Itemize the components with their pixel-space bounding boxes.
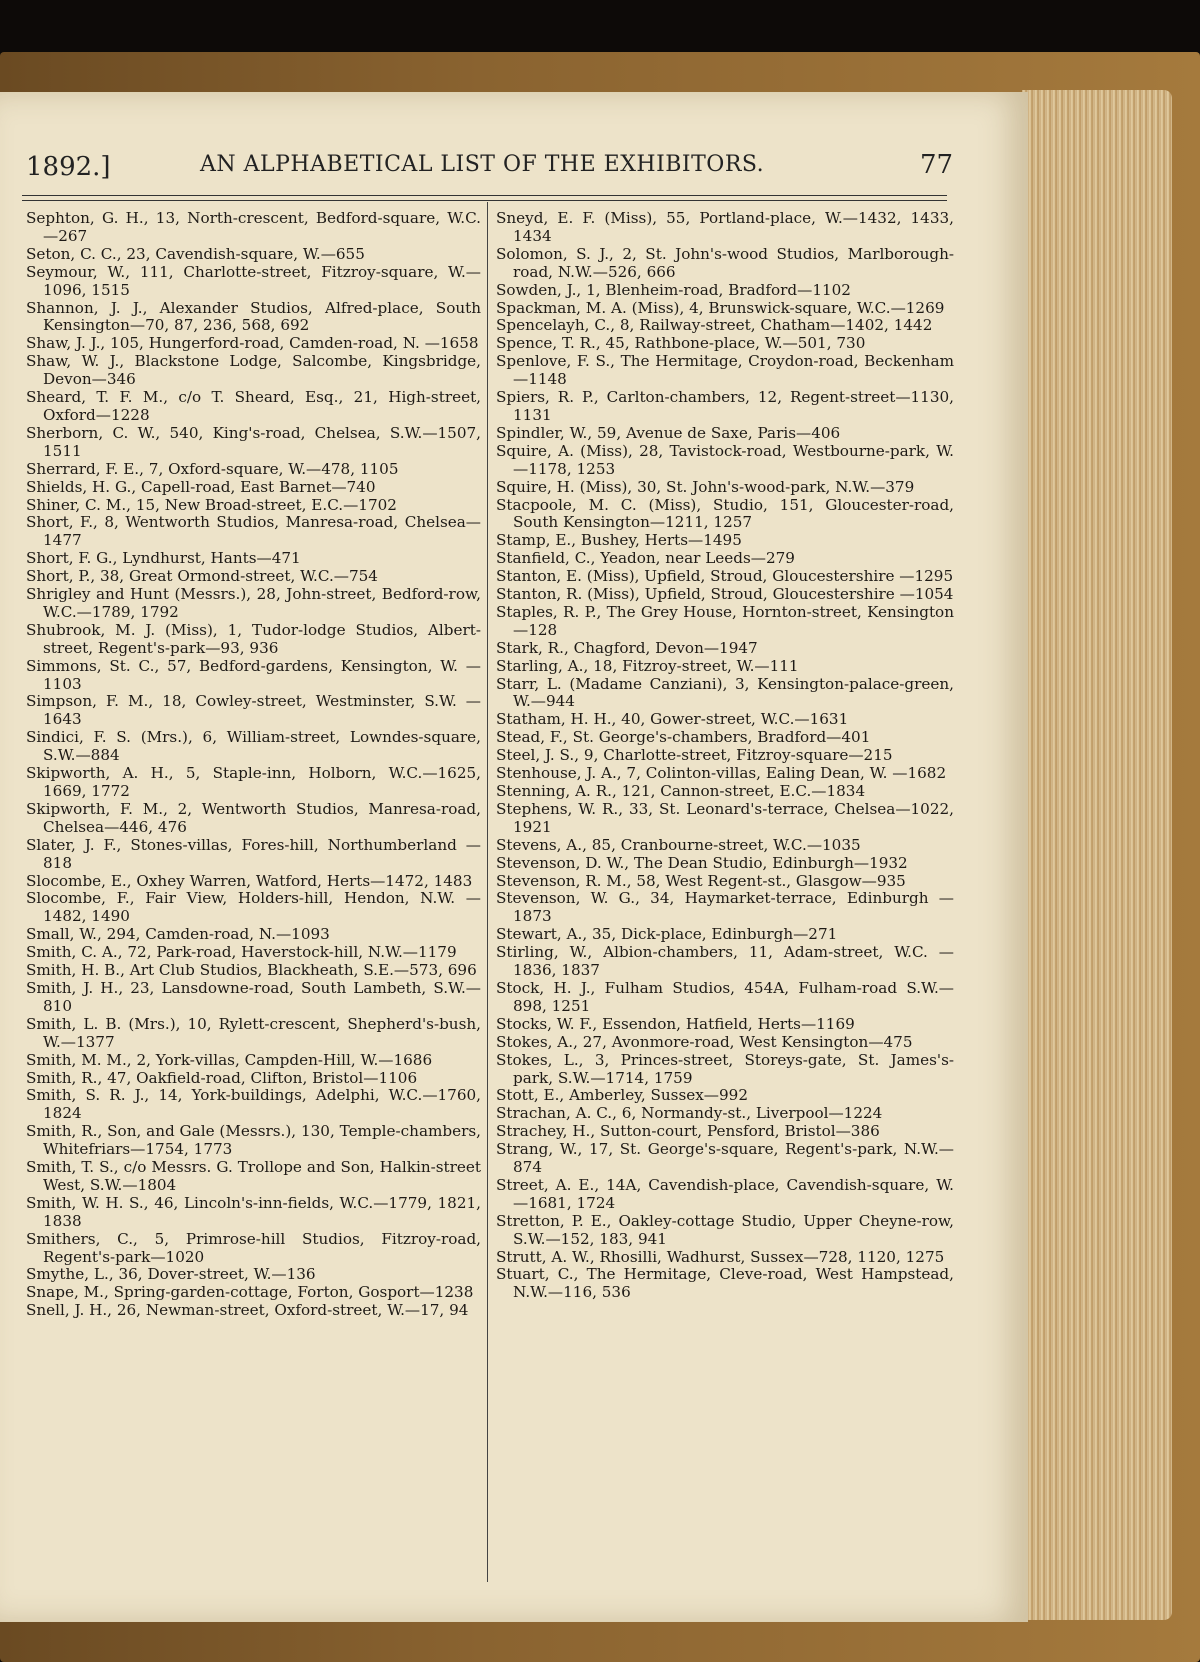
exhibitor-entry: Stott, E., Amberley, Sussex—992 (496, 1086, 748, 1105)
exhibitor-entry: Strachey, H., Sutton-court, Pensford, Bristol—386 (496, 1122, 880, 1141)
exhibitor-entry: Smith, J. H., 23, Lansdowne-road, South Lambeth, S.W.—810 (26, 978, 481, 1015)
exhibitor-entry: Stacpoole, M. C. (Miss), Studio, 151, Gloucester-road, South Kensington—1211, 1257 (496, 495, 954, 532)
exhibitor-entry: Smythe, L., 36, Dover-street, W.—136 (26, 1265, 316, 1284)
exhibitor-entry: Slater, J. F., Stones-villas, Fores-hill, Northumberland —818 (26, 835, 481, 872)
book-page (0, 92, 1028, 1622)
exhibitor-entry: Simpson, F. M., 18, Cowley-street, Westminster, S.W. —1643 (26, 692, 481, 729)
exhibitor-entry: Shields, H. G., Capell-road, East Barnet—740 (26, 477, 376, 496)
header-title: AN ALPHABETICAL LIST OF THE EXHIBITORS. (200, 152, 765, 177)
header-rule (22, 200, 947, 201)
exhibitor-entry: Squire, A. (Miss), 28, Tavistock-road, Westbourne-park, W.—1178, 1253 (496, 441, 954, 478)
exhibitor-entry: Statham, H. H., 40, Gower-street, W.C.—1631 (496, 710, 849, 729)
exhibitor-entry: Stenning, A. R., 121, Cannon-street, E.C.—1834 (496, 782, 866, 800)
column-divider (487, 202, 488, 1582)
exhibitor-entry: Short, F. G., Lyndhurst, Hants—471 (26, 549, 301, 568)
exhibitor-entry: Stanfield, C., Yeadon, near Leeds—279 (496, 549, 795, 568)
exhibitor-entry: Skipworth, A. H., 5, Staple-inn, Holborn, W.C.—1625, 1669, 1772 (26, 764, 481, 800)
exhibitor-entry: Smith, T. S., c/o Messrs. G. Trollope and Son, Halkin-street West, S.W.—1804 (26, 1158, 481, 1194)
exhibitor-entry: Sowden, J., 1, Blenheim-road, Bradford—1102 (496, 280, 851, 299)
exhibitor-entry: Shiner, C. M., 15, New Broad-street, E.C.—1702 (26, 495, 397, 514)
exhibitor-entry: Shrigley and Hunt (Messrs.), 28, John-street, Bedford-row, W.C.—1789, 1792 (26, 585, 481, 621)
header-year: 1892.] (26, 152, 111, 182)
exhibitor-entry: Smith, M. M., 2, York-villas, Campden-Hill, W.—1686 (26, 1050, 433, 1069)
exhibitor-entry: Skipworth, F. M., 2, Wentworth Studios, Manresa-road, Chelsea—446, 476 (26, 799, 481, 836)
exhibitor-entry: Snell, J. H., 26, Newman-street, Oxford-street, W.—17, 94 (26, 1301, 469, 1320)
page-edges (1022, 90, 1172, 1620)
exhibitor-entry: Smith, W. H. S., 46, Lincoln's-inn-fields, W.C.—1779, 1821, 1838 (26, 1193, 481, 1230)
exhibitor-entry: Spencelayh, C., 8, Railway-street, Chatham—1402, 1442 (496, 316, 933, 335)
exhibitor-entry: Slocombe, E., Oxhey Warren, Watford, Herts—1472, 1483 (26, 871, 473, 890)
exhibitor-entry: Stokes, A., 27, Avonmore-road, West Kensington—475 (496, 1032, 913, 1051)
exhibitor-entry: Stanton, E. (Miss), Upfield, Stroud, Gloucestershire —1295 (496, 567, 954, 586)
exhibitor-entry: Smith, C. A., 72, Park-road, Haverstock-hill, N.W.—1179 (26, 943, 457, 962)
exhibitor-entry: Stokes, L., 3, Princes-street, Storeys-gate, St. James's-park, S.W.—1714, 1759 (496, 1050, 954, 1087)
exhibitor-entry: Sneyd, E. F. (Miss), 55, Portland-place, W.—1432, 1433, 1434 (496, 209, 954, 245)
exhibitor-entry: Starr, L. (Madame Canziani), 3, Kensington-palace-green, W.—944 (496, 674, 954, 711)
exhibitor-entry: Strutt, A. W., Rhosilli, Wadhurst, Sussex—728, 1120, 1275 (496, 1247, 945, 1266)
exhibitor-entry: Smith, S. R. J., 14, York-buildings, Adelphi, W.C.—1760, 1824 (26, 1086, 481, 1123)
exhibitor-entry: Shannon, J. J., Alexander Studios, Alfred-place, South Kensington—70, 87, 236, 568, 692 (26, 298, 481, 335)
exhibitor-entry: Small, W., 294, Camden-road, N.—1093 (26, 925, 330, 944)
exhibitor-entry: Sindici, F. S. (Mrs.), 6, William-street, Lowndes-square, S.W.—884 (26, 728, 481, 765)
right-column (496, 210, 954, 1302)
exhibitor-entry: Stevenson, W. G., 34, Haymarket-terrace, Edinburgh —1873 (496, 889, 954, 926)
exhibitor-entry: Stevenson, D. W., The Dean Studio, Edinburgh—1932 (496, 853, 908, 872)
exhibitor-entry: Sephton, G. H., 13, North-crescent, Bedford-square, W.C.—267 (26, 209, 481, 245)
exhibitor-entry: Steel, J. S., 9, Charlotte-street, Fitzroy-square—215 (496, 746, 893, 765)
exhibitor-entry: Stephens, W. R., 33, St. Leonard's-terrace, Chelsea—1022, 1921 (496, 799, 954, 836)
exhibitor-entry: Seton, C. C., 23, Cavendish-square, W.—655 (26, 244, 365, 263)
exhibitor-entry: Stevens, A., 85, Cranbourne-street, W.C.—1035 (496, 835, 861, 854)
page-header (0, 152, 1028, 192)
exhibitor-entry: Stuart, C., The Hermitage, Cleve-road, West Hampstead, N.W.—116, 536 (496, 1265, 954, 1302)
exhibitor-entry: Short, P., 38, Great Ormond-street, W.C.—754 (26, 567, 378, 586)
exhibitor-entry: Stenhouse, J. A., 7, Colinton-villas, Ealing Dean, W. —1682 (496, 764, 947, 783)
exhibitor-entry: Smith, R., 47, Oakfield-road, Clifton, Bristol—1106 (26, 1068, 418, 1087)
exhibitor-entry: Simmons, St. C., 57, Bedford-gardens, Kensington, W. —1103 (26, 656, 481, 693)
header-rule (22, 195, 947, 196)
exhibitor-entry: Street, A. E., 14A, Cavendish-place, Cavendish-square, W.—1681, 1724 (496, 1175, 954, 1212)
exhibitor-entry: Shaw, W. J., Blackstone Lodge, Salcombe, Kingsbridge, Devon—346 (26, 352, 481, 389)
exhibitor-entry: Smith, R., Son, and Gale (Messrs.), 130, Temple-chambers, Whitefriars—1754, 1773 (26, 1122, 481, 1159)
exhibitor-entry: Stocks, W. F., Essendon, Hatfield, Herts—1169 (496, 1014, 855, 1033)
exhibitor-entry: Strachan, A. C., 6, Normandy-st., Liverpool—1224 (496, 1104, 883, 1123)
exhibitor-entry: Solomon, S. J., 2, St. John's-wood Studios, Marlborough-road, N.W.—526, 666 (496, 244, 954, 281)
exhibitor-entry: Sheard, T. F. M., c/o T. Sheard, Esq., 21, High-street, Oxford—1228 (26, 388, 481, 424)
exhibitor-entry: Sherrard, F. E., 7, Oxford-square, W.—478, 1105 (26, 459, 399, 478)
exhibitor-entry: Spenlove, F. S., The Hermitage, Croydon-road, Beckenham—1148 (496, 352, 954, 389)
exhibitor-entry: Spence, T. R., 45, Rathbone-place, W.—501, 730 (496, 334, 866, 353)
exhibitor-entry: Snape, M., Spring-garden-cottage, Forton, Gosport—1238 (26, 1283, 474, 1302)
exhibitor-entry: Smith, L. B. (Mrs.), 10, Rylett-crescent, Shepherd's-bush, W.—1377 (26, 1014, 481, 1051)
exhibitor-entry: Stead, F., St. George's-chambers, Bradford—401 (496, 728, 871, 747)
exhibitor-entry: Stock, H. J., Fulham Studios, 454A, Fulham-road S.W.—898, 1251 (496, 978, 954, 1015)
exhibitor-entry: Stanton, R. (Miss), Upfield, Stroud, Gloucestershire —1054 (496, 585, 954, 604)
exhibitor-entry: Starling, A., 18, Fitzroy-street, W.—111 (496, 656, 799, 675)
page-number: 77 (920, 150, 954, 180)
exhibitor-entry: Spindler, W., 59, Avenue de Saxe, Paris—406 (496, 423, 841, 442)
exhibitor-entry: Sherborn, C. W., 540, King's-road, Chelsea, S.W.—1507, 1511 (26, 423, 481, 460)
exhibitor-entry: Smithers, C., 5, Primrose-hill Studios, Fitzroy-road, Regent's-park—1020 (26, 1229, 481, 1266)
exhibitor-entry: Slocombe, F., Fair View, Holders-hill, Hendon, N.W. —1482, 1490 (26, 889, 481, 926)
exhibitor-entry: Strang, W., 17, St. George's-square, Regent's-park, N.W.—874 (496, 1140, 954, 1177)
exhibitor-entry: Stamp, E., Bushey, Herts—1495 (496, 531, 742, 550)
exhibitor-entry: Shubrook, M. J. (Miss), 1, Tudor-lodge Studios, Albert-street, Regent's-park—93, 936 (26, 620, 481, 657)
exhibitor-entry: Squire, H. (Miss), 30, St. John's-wood-park, N.W.—379 (496, 477, 915, 496)
exhibitor-entry: Staples, R. P., The Grey House, Hornton-street, Kensington—128 (496, 602, 954, 639)
exhibitor-entry: Spackman, M. A. (Miss), 4, Brunswick-square, W.C.—1269 (496, 298, 945, 317)
exhibitor-entry: Stewart, A., 35, Dick-place, Edinburgh—271 (496, 925, 838, 944)
exhibitor-entry: Stark, R., Chagford, Devon—1947 (496, 638, 758, 657)
left-column (26, 210, 481, 1320)
exhibitor-entry: Seymour, W., 111, Charlotte-street, Fitzroy-square, W.—1096, 1515 (26, 262, 481, 299)
exhibitor-entry: Stirling, W., Albion-chambers, 11, Adam-street, W.C. —1836, 1837 (496, 943, 954, 980)
exhibitor-entry: Shaw, J. J., 105, Hungerford-road, Camden-road, N. —1658 (26, 334, 479, 353)
exhibitor-entry: Stretton, P. E., Oakley-cottage Studio, Upper Cheyne-row, S.W.—152, 183, 941 (496, 1211, 954, 1248)
exhibitor-entry: Spiers, R. P., Carlton-chambers, 12, Regent-street—1130, 1131 (496, 388, 954, 424)
exhibitor-entry: Short, F., 8, Wentworth Studios, Manresa-road, Chelsea—1477 (26, 513, 481, 550)
exhibitor-entry: Smith, H. B., Art Club Studios, Blackheath, S.E.—573, 696 (26, 961, 477, 980)
exhibitor-entry: Stevenson, R. M., 58, West Regent-st., Glasgow—935 (496, 871, 906, 890)
